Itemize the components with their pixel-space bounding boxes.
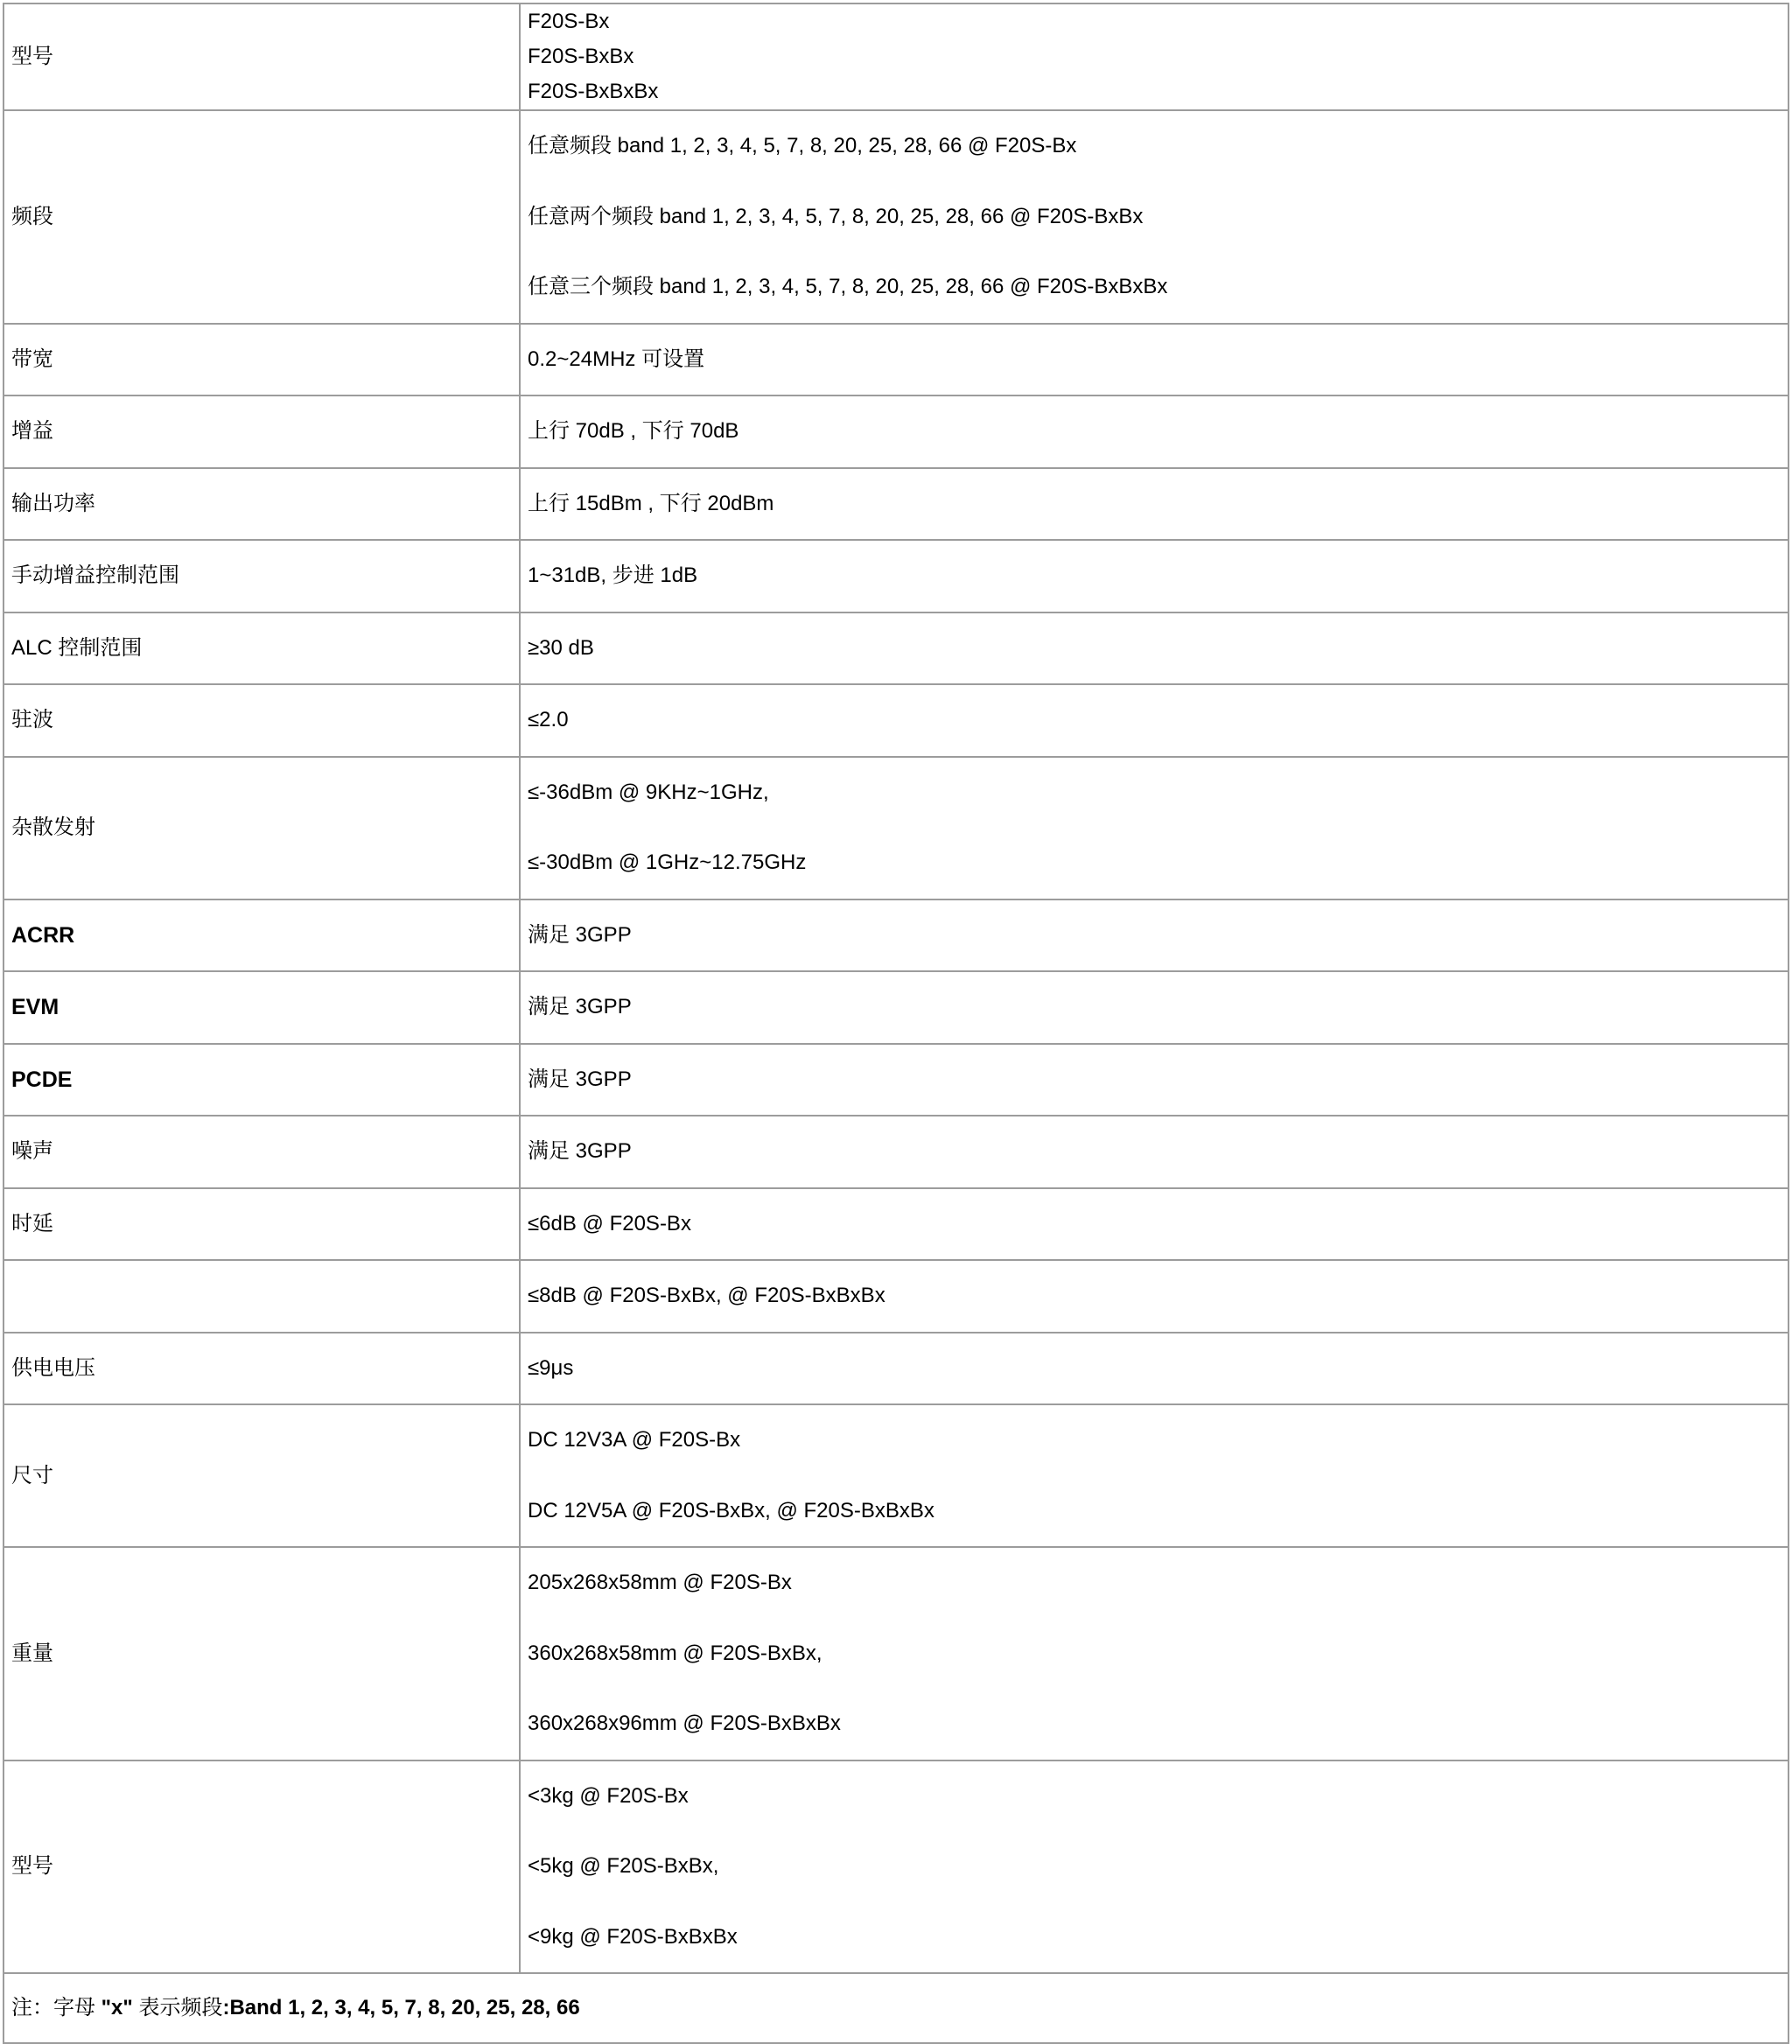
table-row <box>4 540 1788 612</box>
spec-value-line: 任意三个频段 band 1, 2, 3, 4, 5, 7, 8, 20, 25, 28, 66 @ F20S-BxBxBx <box>528 275 1168 298</box>
spec-value-line: ≥30 dB <box>528 635 594 660</box>
table-row <box>4 1333 1788 1405</box>
spec-value-line: 任意频段 band 1, 2, 3, 4, 5, 7, 8, 20, 25, 28, 66 @ F20S-Bx <box>528 134 1077 158</box>
spec-value-line: 满足 3GPP <box>528 922 632 947</box>
spec-value <box>520 1333 1788 1405</box>
spec-label: 杂散发射 <box>4 757 520 900</box>
table-row <box>4 684 1788 757</box>
spec-value-line: 任意两个频段 band 1, 2, 3, 4, 5, 7, 8, 20, 25, 28, 66 @ F20S-BxBx <box>528 204 1144 228</box>
note-prefix: 注：字母 <box>11 1996 102 2020</box>
spec-value-line: DC 12V5A @ F20S-BxBx, @ F20S-BxBxBx <box>528 1498 934 1522</box>
spec-value-line: ≤9μs <box>528 1355 574 1380</box>
spec-value <box>520 4 1788 110</box>
table-row <box>4 1044 1788 1116</box>
table-row <box>4 324 1788 396</box>
spec-label: 型号 <box>4 4 520 110</box>
spec-value <box>520 900 1788 972</box>
spec-value <box>520 971 1788 1044</box>
spec-value <box>520 110 1788 324</box>
spec-value <box>520 540 1788 612</box>
spec-value <box>520 684 1788 757</box>
spec-label: ALC 控制范围 <box>4 612 520 685</box>
spec-label: EVM <box>4 971 520 1044</box>
spec-value <box>520 1547 1788 1760</box>
table-row <box>4 468 1788 541</box>
spec-label: ACRR <box>4 900 520 972</box>
spec-value-line: ≤2.0 <box>528 708 569 732</box>
spec-value-line: 满足 3GPP <box>528 1067 632 1091</box>
table-row <box>4 110 1788 324</box>
spec-value-line: <5kg @ F20S-BxBx, <box>528 1854 719 1878</box>
table-row <box>4 900 1788 972</box>
spec-label: 增益 <box>4 396 520 468</box>
spec-value-line: 0.2~24MHz 可设置 <box>528 346 705 371</box>
table-row <box>4 1547 1788 1760</box>
note-bands: :Band 1, 2, 3, 4, 5, 7, 8, 20, 25, 28, 66 <box>222 1996 580 2020</box>
spec-label: 尺寸 <box>4 1404 520 1547</box>
spec-value-line: 上行 70dB , 下行 70dB <box>528 419 739 443</box>
table-row <box>4 971 1788 1044</box>
spec-label: 驻波 <box>4 684 520 757</box>
spec-label: 型号 <box>4 1760 520 1974</box>
spec-label: 频段 <box>4 110 520 324</box>
table-row <box>4 1260 1788 1333</box>
spec-value <box>520 1044 1788 1116</box>
spec-value-line: ≤6dB @ F20S-Bx <box>528 1211 691 1236</box>
spec-value-line: ≤-30dBm @ 1GHz~12.75GHz <box>528 850 807 874</box>
spec-value-line: F20S-BxBx <box>528 45 634 68</box>
spec-label: 输出功率 <box>4 468 520 541</box>
spec-value <box>520 1116 1788 1188</box>
note-middle: 表示频段 <box>132 1996 223 2020</box>
spec-value-line: <3kg @ F20S-Bx <box>528 1783 689 1808</box>
spec-value-line: F20S-BxBxBx <box>528 80 659 103</box>
spec-value-line: 1~31dB, 步进 1dB <box>528 564 698 587</box>
spec-value <box>520 1760 1788 1974</box>
spec-value-line: ≤-36dBm @ 9KHz~1GHz, <box>528 780 769 804</box>
spec-value <box>520 612 1788 685</box>
spec-value-line: F20S-Bx <box>528 10 610 33</box>
note-cell <box>4 1973 1788 2043</box>
spec-value-line: <9kg @ F20S-BxBxBx <box>528 1924 738 1949</box>
table-row <box>4 1760 1788 1974</box>
note-row <box>4 1973 1788 2043</box>
table-row <box>4 396 1788 468</box>
spec-value <box>520 757 1788 900</box>
spec-label <box>4 1260 520 1333</box>
spec-table <box>3 3 1789 2044</box>
spec-label: PCDE <box>4 1044 520 1116</box>
table-row <box>4 4 1788 110</box>
spec-label: 手动增益控制范围 <box>4 540 520 612</box>
spec-label: 噪声 <box>4 1116 520 1188</box>
note-quoted: "x" <box>101 1996 133 2020</box>
spec-value <box>520 468 1788 541</box>
spec-value-line: 205x268x58mm @ F20S-Bx <box>528 1571 792 1594</box>
spec-label: 带宽 <box>4 324 520 396</box>
table-row <box>4 1116 1788 1188</box>
spec-table-body <box>4 4 1788 2043</box>
spec-label: 供电电压 <box>4 1333 520 1405</box>
spec-value-line: 360x268x96mm @ F20S-BxBxBx <box>528 1712 841 1735</box>
spec-value <box>520 324 1788 396</box>
spec-label: 时延 <box>4 1188 520 1261</box>
spec-value <box>520 1404 1788 1547</box>
spec-value-line: DC 12V3A @ F20S-Bx <box>528 1428 741 1452</box>
spec-value-line: 360x268x58mm @ F20S-BxBx, <box>528 1641 822 1665</box>
spec-value-line: 满足 3GPP <box>528 1139 632 1163</box>
spec-value <box>520 396 1788 468</box>
spec-value <box>520 1188 1788 1261</box>
spec-value <box>520 1260 1788 1333</box>
spec-value-line: 上行 15dBm , 下行 20dBm <box>528 491 774 515</box>
table-row <box>4 612 1788 685</box>
spec-label: 重量 <box>4 1547 520 1760</box>
spec-value-line: 满足 3GPP <box>528 995 632 1018</box>
table-row <box>4 757 1788 900</box>
table-row <box>4 1404 1788 1547</box>
table-row <box>4 1188 1788 1261</box>
spec-value-line: ≤8dB @ F20S-BxBx, @ F20S-BxBxBx <box>528 1284 886 1307</box>
